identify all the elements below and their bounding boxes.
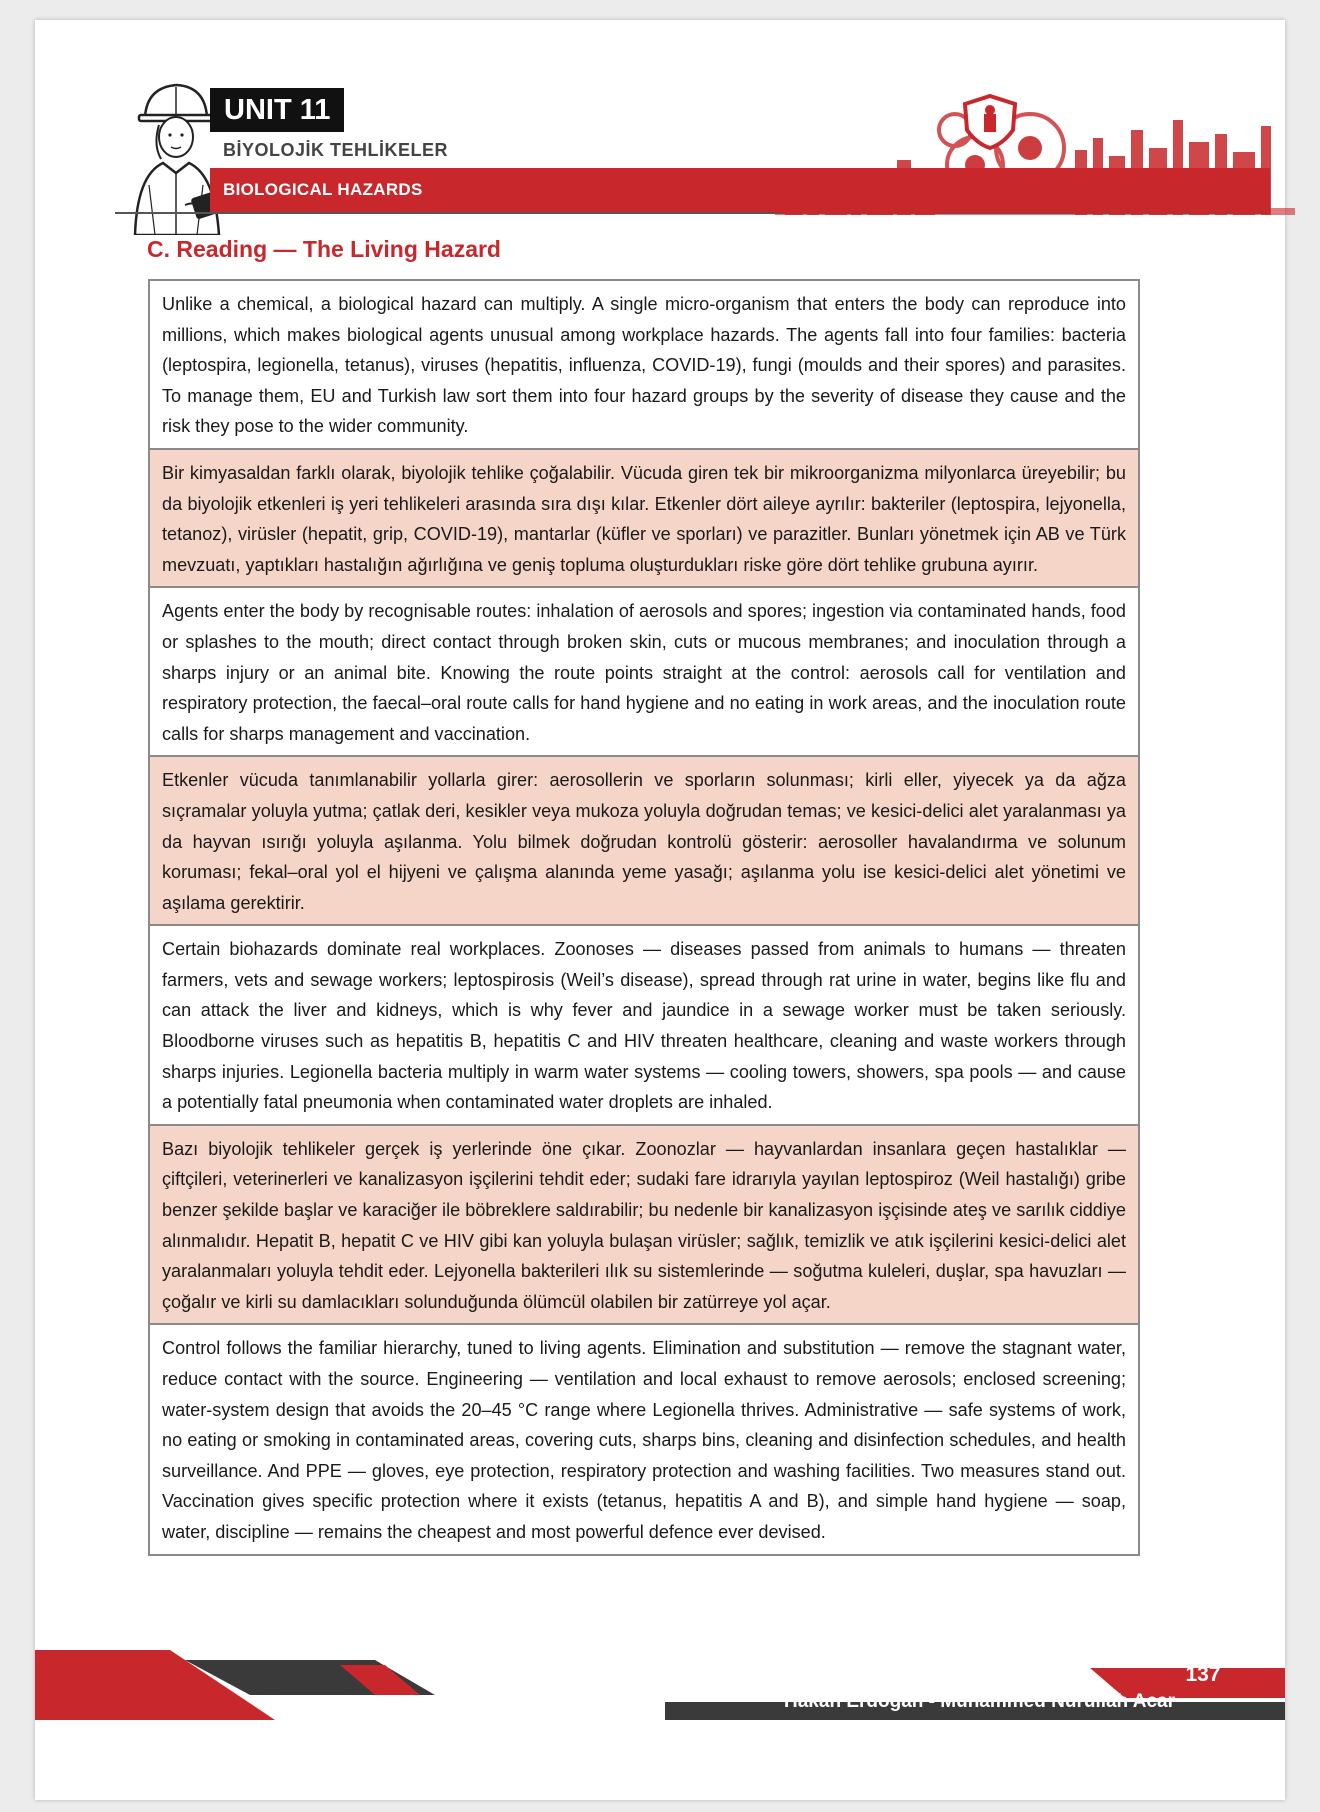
paragraph-english-3: Certain biohazards dominate real workplaces. Zoonoses — diseases passed from animals to humans — threaten farmers, vets and sewage workers; leptospirosis (Weil’s disease), spread through rat urine in water, begins like flu and can attack the liver and kidneys, which is why fever and jaundice in a sewage worker must be taken seriously. Bloodborne viruses such as hepatitis B, hepatitis C and HIV threaten healthcare, cleaning and waste workers through sharps injuries. Legionella bacteria multiply in warm water systems — cooling towers, showers, spa pools — and cause a potentially fatal pneumonia when contaminated water droplets are inhaled. [150, 924, 1138, 1124]
document-page [35, 20, 1285, 1800]
authors-credit: Hakan Erdoğan - Muhammed Nurullah Acar [784, 1691, 1175, 1712]
paragraph-turkish-1: Bir kimyasaldan farklı olarak, biyolojik tehlike çoğalabilir. Vücuda giren tek bir mikroorganizma milyonlarca üreyebilir; bu da biyolojik etkenleri iş yeri tehlikeleri arasında sıra dışı kılar. Etkenler dört aileye ayrılır: bakteriler (leptospira, lejyonella, tetanoz), virüsler (hepatit, grip, COVID-19), mantarlar (küfler ve sporları) ve parazitler. Bunları yönetmek için AB ve Türk mevzuatı, yaptıkları hastalığın ağırlığına ve geniş topluma oluşturdukları riske göre dört tehlike grubuna ayırır. [150, 448, 1138, 586]
paragraph-english-2: Agents enter the body by recognisable routes: inhalation of aerosols and spores; ingestion via contaminated hands, food or splashes to the mouth; direct contact through broken skin, cuts or mucous membranes; and inoculation through a sharps injury or an animal bite. Knowing the route points straight at the control: aerosols call for ventilation and respiratory protection, the faecal–oral route calls for hand hygiene and no eating in work areas, and the inoculation route calls for sharps management and vaccination. [150, 586, 1138, 755]
section-title: C. Reading — The Living Hazard [147, 236, 501, 262]
unit-subtitle-turkish: BİYOLOJİK TEHLİKELER [223, 140, 449, 160]
unit-subtitle-english: BIOLOGICAL HAZARDS [223, 180, 423, 199]
page-header [35, 20, 1285, 230]
paragraph-turkish-2: Etkenler vücuda tanımlanabilir yollarla girer: aerosollerin ve sporların solunması; kirli eller, yiyecek ya da ağza sıçramalar yoluyla yutma; çatlak deri, kesikler veya mukoza yoluyla doğrudan temas; ve kesici-delici alet yaralanması ya da hayvan ısırığı yoluyla aşılanma. Yolu bilmek doğrudan kontrolü gösterir: aerosoller havalandırma ve solunum koruması; fekal–oral yol el hijyeni ve çalışma alanında yeme yasağı; aşılanma yolu ise kesici-delici alet yönetimi ve aşılama gerektirir. [150, 755, 1138, 924]
paragraph-turkish-3: Bazı biyolojik tehlikeler gerçek iş yerlerinde öne çıkar. Zoonozlar — hayvanlardan insanlara geçen hastalıklar — çiftçileri, veterinerleri ve kanalizasyon işçilerini tehdit eder; sudaki fare idrarıyla yayılan leptospiroz (Weil hastalığı) gribe benzer şekilde başlar ve karaciğer ile böbreklere saldırabilir; bu nedenle bir kanalizasyon işçisinde ateş ve sarılık ciddiye alınmalıdır. Hepatit B, hepatit C ve HIV gibi kan yoluyla bulaşan virüsler; sağlık, temizlik ve atık işçilerini kesici-delici alet yaralanmaları yoluyla tehdit eder. Lejyonella bakterileri ılık su sistemlerinde — soğutma kuleleri, duşlar, spa havuzları — çoğalır ve kirli su damlacıkları solunduğunda ölümcül olabilen bir zatürreye yol açar. [150, 1124, 1138, 1324]
paragraph-english-1: Unlike a chemical, a biological hazard can multiply. A single micro-organism that enters the body can reproduce into millions, which makes biological agents unusual among workplace hazards. The agents fall into four families: bacteria (leptospira, legionella, tetanus), viruses (hepatitis, influenza, COVID-19), fungi (moulds and their spores) and parasites. To manage them, EU and Turkish law sort them into four hazard groups by the severity of disease they cause and the risk they pose to the wider community. [150, 281, 1138, 448]
unit-label: UNIT 11 [210, 88, 344, 132]
paragraph-english-4: Control follows the familiar hierarchy, tuned to living agents. Elimination and substitution — remove the stagnant water, reduce contact with the source. Engineering — ventilation and local exhaust to remove aerosols; enclosed screening; water-system design that avoids the 20–45 °C range where Legionella thrives. Administrative — safe systems of work, no eating or smoking in contaminated areas, covering cuts, sharps bins, cleaning and disinfection schedules, and health surveillance. And PPE — gloves, eye protection, respiratory protection and washing facilities. Two measures stand out. Vaccination gives specific protection where it exists (tetanus, hepatitis A and B), and simple hand hygiene — soap, water, discipline — remains the cheapest and most powerful defence ever devised. [150, 1323, 1138, 1553]
page-number: 137 [1185, 1663, 1221, 1686]
industrial-skyline-illustration-icon [775, 90, 1295, 215]
reading-text-box [148, 279, 1140, 1556]
